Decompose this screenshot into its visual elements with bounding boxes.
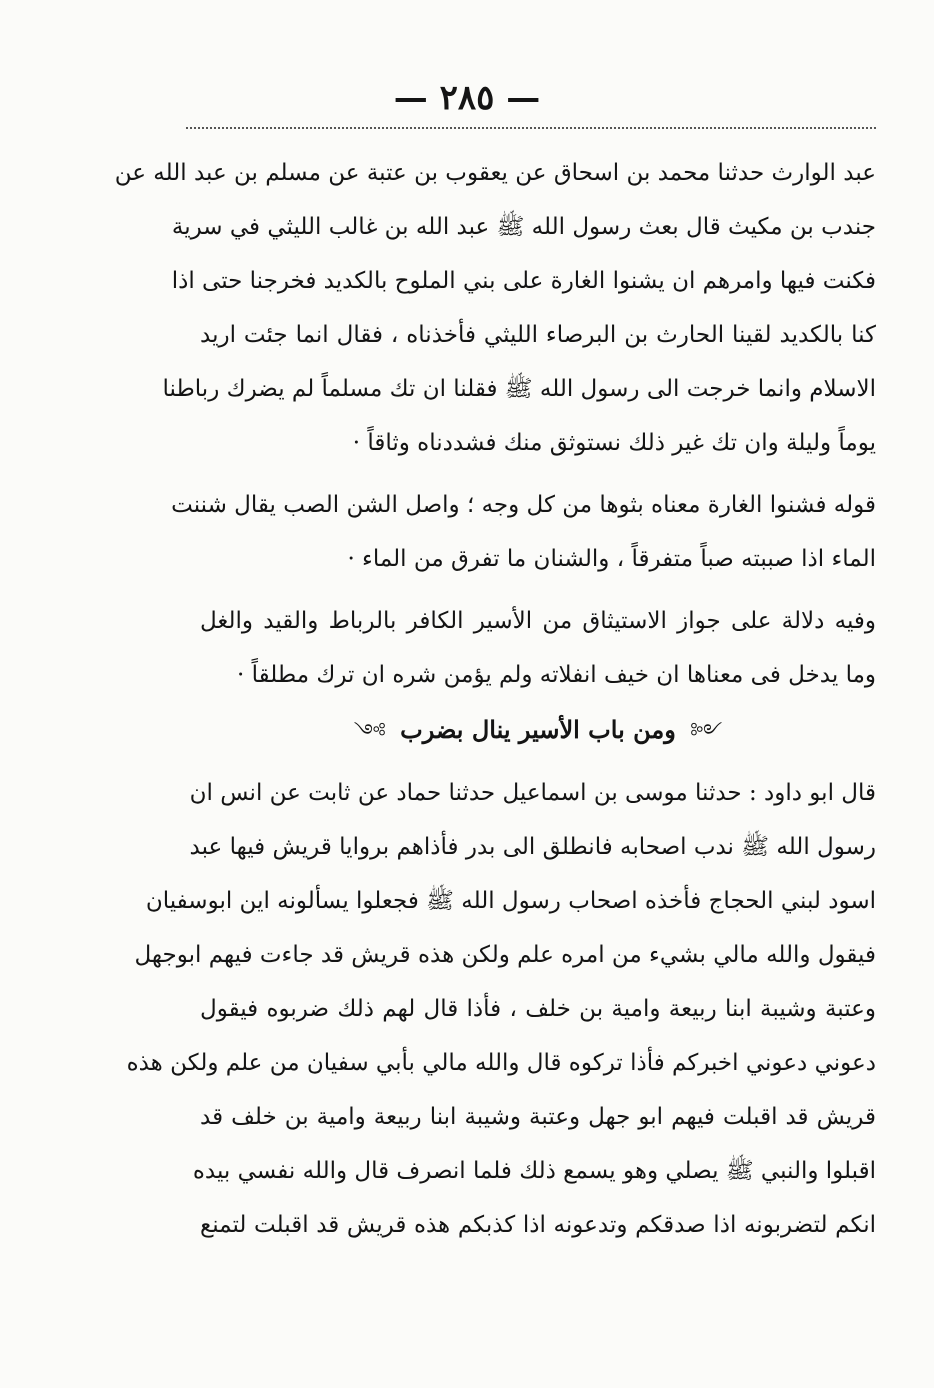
- page-number: — ٢٨٥ —: [393, 78, 541, 118]
- text-line: اسود لبني الحجاج فأخذه اصحاب رسول الله ﷺ فجعلوا يسألونه اين ابوسفيان: [145, 888, 876, 914]
- ornament-left-icon: ༻: [353, 719, 386, 743]
- text-line: قوله فشنوا الغارة معناه بثوها من كل وجه ؛ واصل الشن الصب يقال شننت: [171, 492, 876, 518]
- text-line: جندب بن مكيث قال بعث رسول الله ﷺ عبد الله بن غالب الليثي في سرية: [171, 214, 876, 240]
- text-line: الماء اذا صببته صباً متفرقاً ، والشنان ما تفرق من الماء ·: [347, 546, 876, 572]
- paragraph-gap: [200, 758, 876, 766]
- text-line: فكنت فيها وامرهم ان يشنوا الغارة على بني الملوح بالكديد فخرجنا حتى اذا: [171, 268, 876, 294]
- paragraph-gap: [200, 470, 876, 478]
- chapter-heading: [200, 702, 876, 758]
- header-divider: [186, 127, 876, 129]
- paragraph-commentary: [171, 478, 876, 586]
- text-line: وما يدخل فى معناها ان خيف انفلاته ولم يؤمن شره ان ترك مطلقاً ·: [236, 662, 876, 688]
- chapter-heading-text: ومن باب الأسير ينال بضرب: [400, 715, 676, 744]
- page-body: [114, 146, 876, 1252]
- text-line: كنا بالكديد لقينا الحارث بن البرصاء الليثي فأخذناه ، فقال انما جئت اريد: [200, 322, 876, 348]
- text-line: قريش قد اقبلت فيهم ابو جهل وعتبة وشيبة ابنا ربيعة وامية بن خلف قد: [200, 1104, 876, 1130]
- text-line: عبد الوارث حدثنا محمد بن اسحاق عن يعقوب بن عتبة عن مسلم بن عبد الله عن: [114, 160, 876, 186]
- paragraph-hadith: [114, 146, 876, 470]
- ornament-right-icon: ༺: [690, 719, 723, 743]
- text-line: رسول الله ﷺ ندب اصحابه فانطلق الى بدر فأذاهم بروايا قريش فيها عبد: [189, 834, 876, 860]
- text-line: وفيه دلالة على جواز الاستيثاق من الأسير الكافر بالرباط والقيد والغل: [200, 608, 876, 634]
- paragraph-gap: [200, 586, 876, 594]
- text-line: اقبلوا والنبي ﷺ يصلي وهو يسمع ذلك فلما انصرف قال والله نفسي بيده: [192, 1158, 876, 1184]
- text-line: يوماً وليلة وان تك غير ذلك نستوثق منك فشددناه وثاقاً ·: [352, 430, 876, 456]
- text-line: دعوني دعوني اخبركم فأذا تركوه قال والله مالي بأبي سفيان من علم ولكن هذه: [126, 1050, 876, 1076]
- text-line: الاسلام وانما خرجت الى رسول الله ﷺ فقلنا ان تك مسلماً لم يضرك رباطنا: [162, 376, 876, 402]
- text-line: فيقول والله مالي بشيء من امره علم ولكن هذه قريش قد جاءت فيهم ابوجهل: [134, 942, 876, 968]
- text-line: قال ابو داود : حدثنا موسى بن اسماعيل حدثنا حماد عن ثابت عن انس ان: [189, 780, 876, 806]
- paragraph-ruling: [200, 594, 876, 702]
- text-line: انكم لتضربونه اذا صدقكم وتدعونه اذا كذبكم هذه قريش قد اقبلت لتمنع: [200, 1212, 876, 1238]
- text-line: وعتبة وشيبة ابنا ربيعة وامية بن خلف ، فأذا قال لهم ذلك ضربوه فيقول: [200, 996, 876, 1022]
- paragraph-section: [126, 766, 876, 1252]
